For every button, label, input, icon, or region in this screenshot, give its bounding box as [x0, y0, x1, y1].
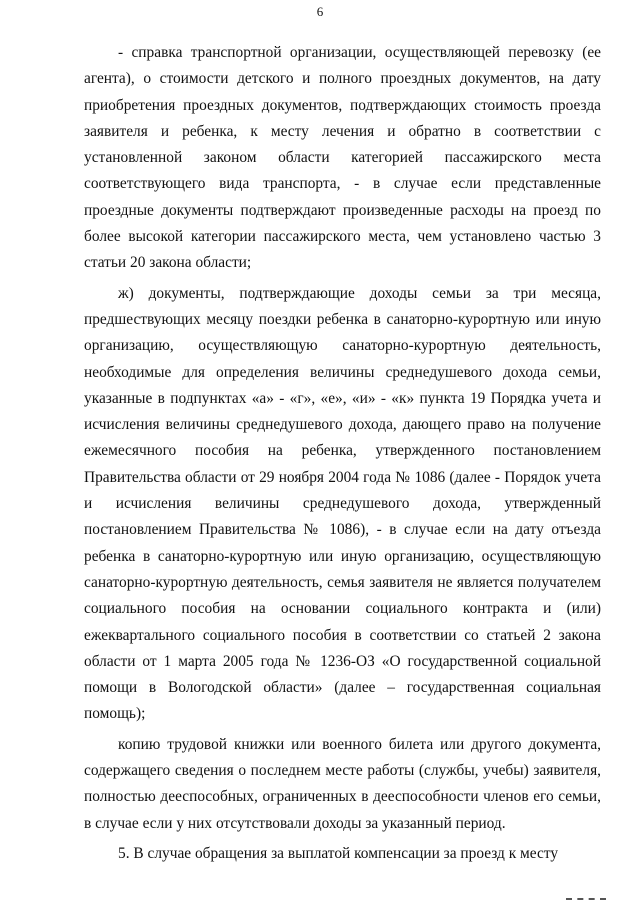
page-number: 6 — [316, 4, 324, 19]
paragraph-income-documents: ж) документы, подтверждающие доходы семьи за три месяца, предшествующих месяцу поездки ребенка в санаторно-курортную или иную организацию, осуществляющую санаторно-курортную деятельность, необходимые для определения величины среднедушевого дохода семьи, указанные в подпунктах «а» - «г», «е», «и» - «к» пункта 19 Порядка учета и исчисления величины среднедушевого дохода, дающего право на получение ежемесячного пособия на ребенка, утвержденного постановлением Правительства области от 29 ноября 2004 года № 1086 (далее - Порядок учета и исчисления величины среднедушевого дохода, утвержденный постановлением Правительства № 1086), - в случае если на дату отъезда ребенка в санаторно-курортную или иную организацию, осуществляющую санаторно-курортную деятельность, семья заявителя не является получателем социального пособия на основании социального контракта и (или) ежеквартального социального пособия в соответствии со статьей 2 закона области от 1 марта 2005 года № 1236-ОЗ «О государственной социальной помощи в Вологодской области» (далее – государственная социальная помощь); — [84, 284, 601, 723]
page-edge-mark — [566, 898, 606, 900]
paragraph-section-5: 5. В случае обращения за выплатой компенсации за проезд к месту — [118, 844, 559, 862]
paragraph-transport-certificate: - справка транспортной организации, осуществляющей перевозку (ее агента), о стоимости детского и полного проездных документов, на дату приобретения проездных документов, подтверждающих стоимость проезда заявителя и ребенка, к месту лечения и обратно в соответствии с установленной законом области категорией пассажирского места соответствующего вида транспорта, - в случае если представленные проездные документы подтверждают произведенные расходы на проезд по более высокой категории пассажирского места, чем установлено частью 3 статьи 20 закона области; — [84, 44, 601, 272]
paragraph-work-book-copy: копию трудовой книжки или военного билета или другого документа, содержащего сведения о последнем месте работы (службы, учебы) заявителя, полностью дееспособных, ограниченных в дееспособности членов его семьи, в случае если у них отсутствовали доходы за указанный период. — [84, 735, 601, 832]
document-body — [84, 40, 601, 867]
